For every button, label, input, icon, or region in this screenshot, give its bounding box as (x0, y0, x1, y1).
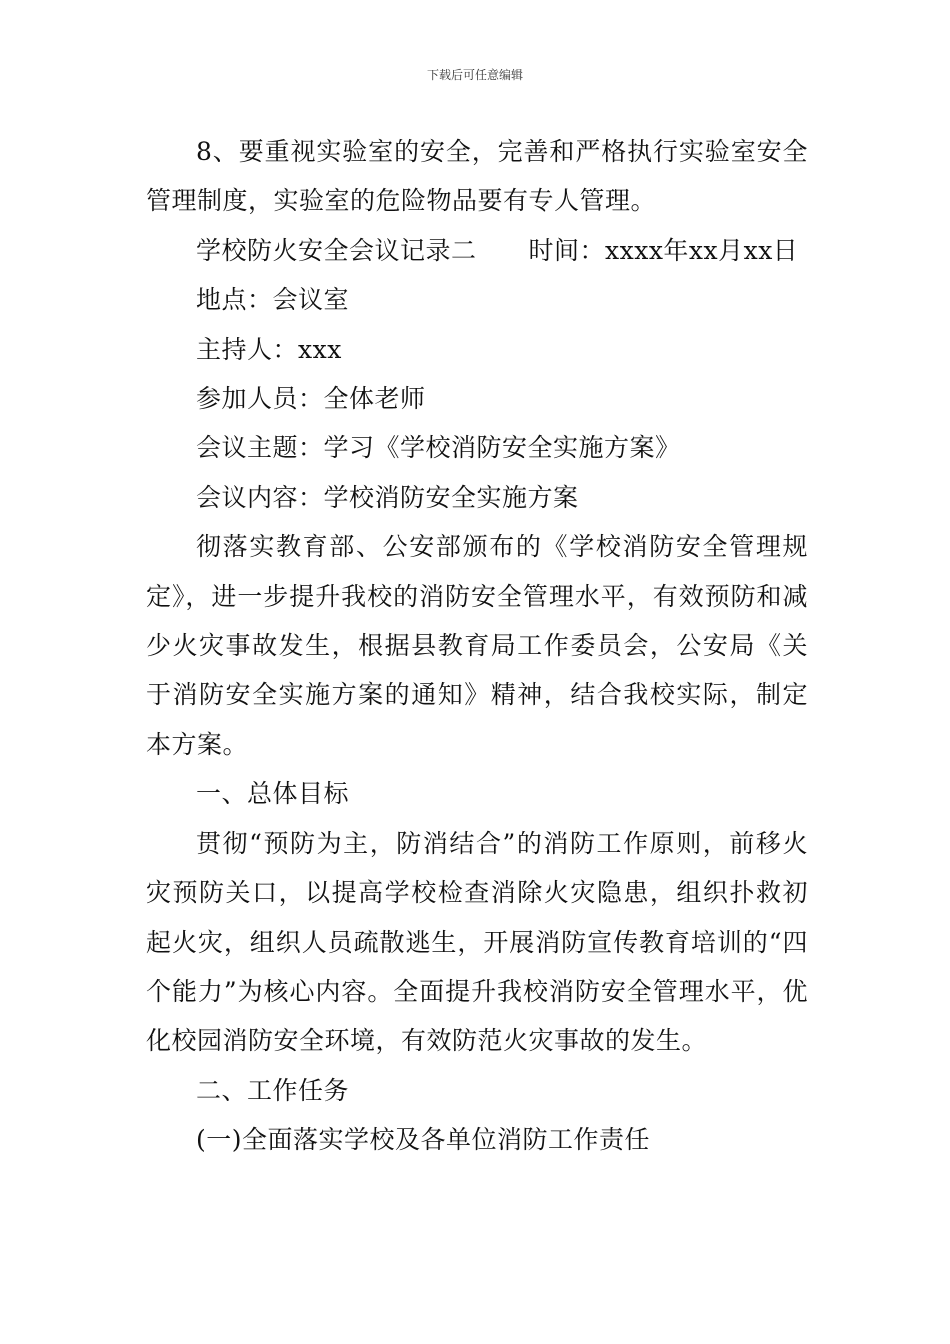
section-heading-overall-goal: 一、总体目标 (196, 779, 350, 809)
paragraph-lab-safety: 8、要重视实验室的安全，完善和严格执行实验室安全管理制度，实验室的危险物品要有专人管理。 (146, 137, 808, 216)
meeting-time: 时间：xxxx年xx月xx日 (528, 235, 799, 265)
meeting-location: 地点：会议室 (196, 285, 350, 315)
section-heading-tasks: 二、工作任务 (196, 1075, 350, 1105)
subsection-heading-responsibility: (一)全面落实学校及各单位消防工作责任 (196, 1125, 651, 1155)
meeting-content: 会议内容：学校消防安全实施方案 (196, 482, 579, 512)
document-body (146, 127, 808, 1165)
meeting-attendees: 参加人员：全体老师 (196, 384, 426, 414)
page-header: 下载后可任意编辑 (426, 68, 523, 82)
paragraph-meeting-title-time (146, 226, 808, 275)
paragraph-overall-goal: 贯彻“预防为主，防消结合”的消防工作原则，前移火灾预防关口，以提高学校检查消除火灾隐患，组织扑救初起火灾，组织人员疏散逃生，开展消防宣传教育培训的“四个能力”为核心内容。全面提升我校消防安全管理水平，优化校园消防安全环境，有效防范火灾事故的发生。 (146, 828, 808, 1056)
meeting-topic: 会议主题：学习《学校消防安全实施方案》 (196, 433, 681, 463)
meeting-record-title: 学校防火安全会议记录二 (196, 235, 477, 265)
meeting-host: 主持人：xxx (196, 334, 342, 364)
paragraph-intro: 彻落实教育部、公安部颁布的《学校消防安全管理规定》，进一步提升我校的消防安全管理水平，有效预防和减少火灾事故发生，根据县教育局工作委员会，公安局《关于消防安全实施方案的通知》精神，结合我校实际，制定本方案。 (146, 532, 808, 759)
